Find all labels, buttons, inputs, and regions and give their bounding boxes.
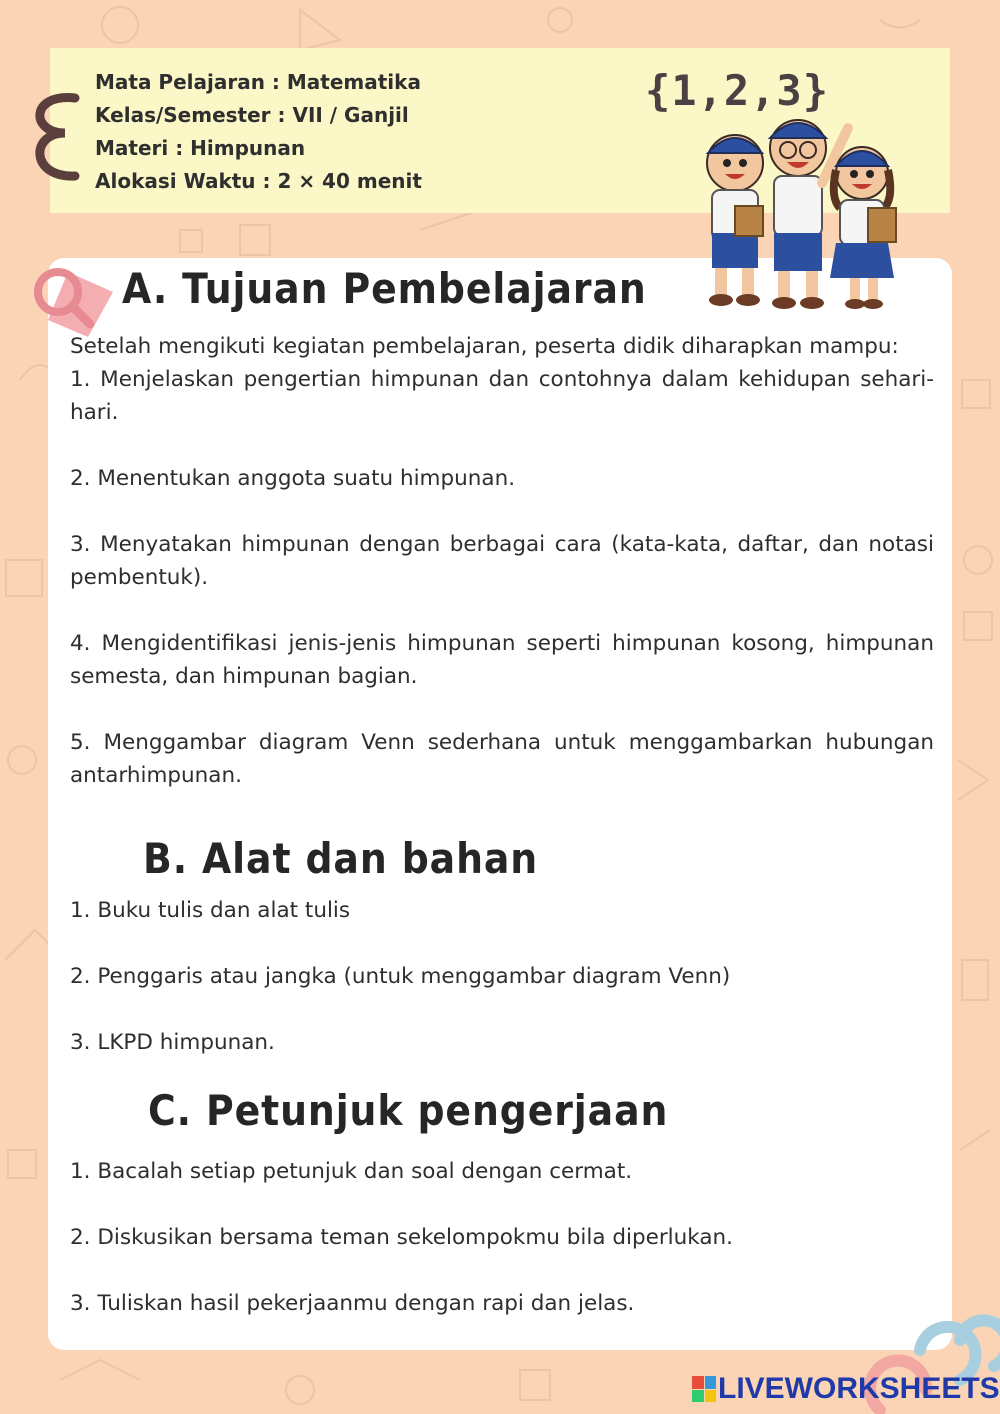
liveworksheets-brand-text: LIVEWORKSHEETS (718, 1372, 1000, 1405)
instruction-item: 3. Tuliskan hasil pekerjaanmu dengan rapi dan jelas. (70, 1291, 635, 1316)
students-illustration-icon (690, 108, 905, 318)
objective-item: 3. Menyatakan himpunan dengan berbagai cara (kata-kata, daftar, dan notasi pembentuk). (70, 532, 934, 590)
liveworksheets-mark-icon (692, 1376, 716, 1402)
section-a-intro: Setelah mengikuti kegiatan pembelajaran, peserta didik diharapkan mampu: (70, 334, 899, 359)
section-a-title: A. Tujuan Pembelajaran (122, 264, 647, 313)
section-b-body (70, 894, 934, 1059)
section-a-body (70, 330, 934, 792)
set-notation-decoration: {1,2,3} (645, 66, 830, 115)
objective-item: 4. Mengidentifikasi jenis-jenis himpunan seperti himpunan kosong, himpunan semesta, dan himpunan bagian. (70, 631, 934, 689)
meta-class-semester: Kelas/Semester : VII / Ganjil (95, 103, 409, 127)
material-item: 1. Buku tulis dan alat tulis (70, 898, 351, 923)
objective-item: 1. Menjelaskan pengertian himpunan dan contohnya dalam kehidupan sehari-hari. (70, 367, 934, 425)
instruction-item: 1. Bacalah setiap petunjuk dan soal dengan cermat. (70, 1159, 633, 1184)
section-c-body (70, 1155, 934, 1320)
meta-subject: Mata Pelajaran : Matematika (95, 70, 421, 94)
section-c-title: C. Petunjuk pengerjaan (148, 1086, 669, 1135)
material-item: 3. LKPD himpunan. (70, 1030, 275, 1055)
lesson-meta (95, 66, 422, 198)
objective-item: 2. Menentukan anggota suatu himpunan. (70, 466, 516, 491)
objective-item: 5. Menggambar diagram Venn sederhana untuk menggambarkan hubungan antarhimpunan. (70, 730, 934, 788)
meta-time-allocation: Alokasi Waktu : 2 × 40 menit (95, 169, 422, 193)
meta-topic: Materi : Himpunan (95, 136, 306, 160)
section-b-title: B. Alat dan bahan (143, 834, 539, 883)
decorative-hook-icon (20, 88, 90, 188)
material-item: 2. Penggaris atau jangka (untuk menggambar diagram Venn) (70, 964, 731, 989)
instruction-item: 2. Diskusikan bersama teman sekelompokmu bila diperlukan. (70, 1225, 733, 1250)
liveworksheets-logo[interactable] (692, 1372, 1000, 1406)
